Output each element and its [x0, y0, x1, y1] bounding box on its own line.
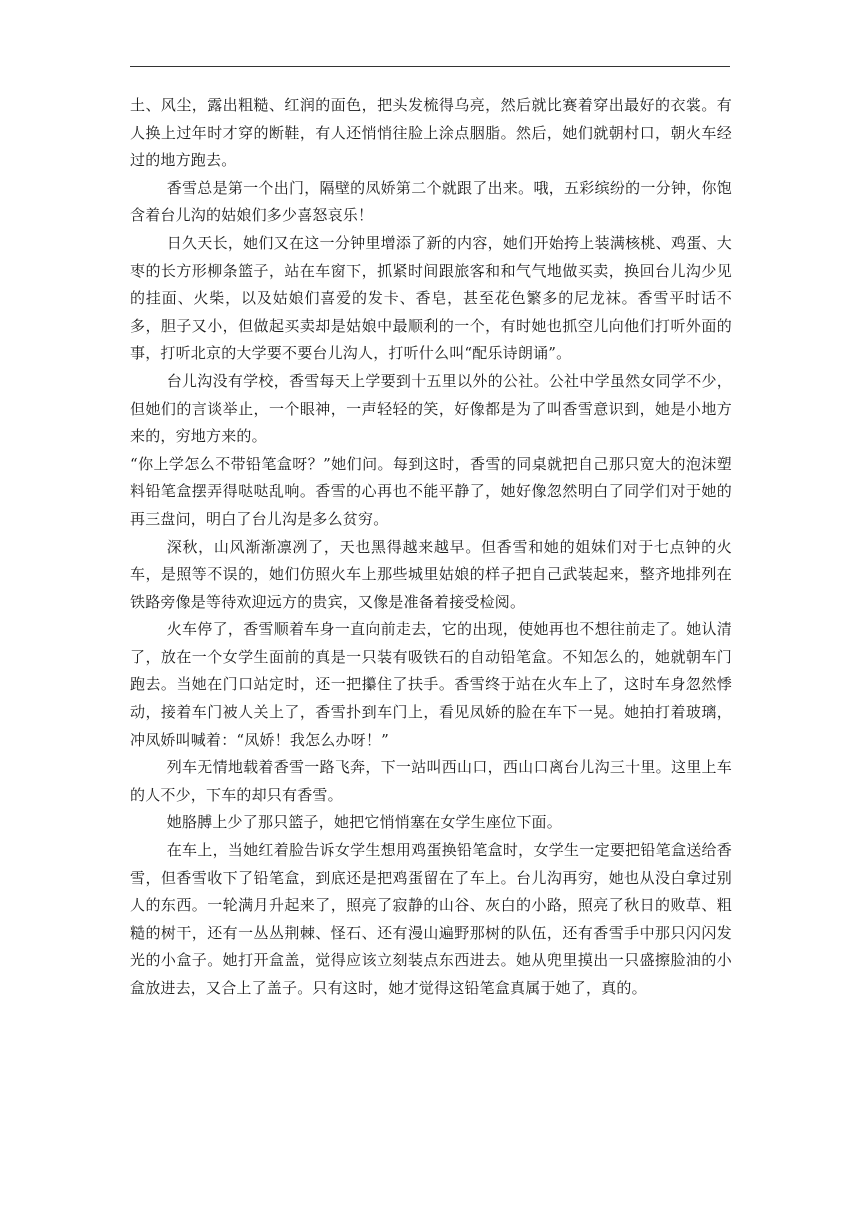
paragraph-1: 土、风尘，露出粗糙、红润的面色，把头发梳得乌亮，然后就比赛着穿出最好的衣裳。有人换上过年时才穿的断鞋，有人还悄悄往脸上涂点胭脂。然后，她们就朝村口，朝火车经过的地方跑去。 [130, 96, 732, 170]
paragraph-10: 在车上，当她红着脸告诉女学生想用鸡蛋换铅笔盒时，女学生一定要把铅笔盒送给香雪，但香雪收下了铅笔盒，到底还是把鸡蛋留在了车上。台儿沟再穷，她也从没白拿过别人的东西。一轮满月升起来了，照亮了寂静的山谷、灰白的小路，照亮了秋日的败草、粗糙的树干，还有一丛丛荆棘、怪石、还有漫山遍野那树的队伍，还有香雪手中那只闪闪发光的小盒子。她打开盒盖，觉得应该立刻装点东西进去。她从兜里摸出一只盛擦脸油的小盒放进去，又合上了盖子。只有这时，她才觉得这铅笔盒真属于她了，真的。 [130, 841, 732, 997]
paragraph-2: 香雪总是第一个出门，隔壁的凤娇第二个就跟了出来。哦，五彩缤纷的一分钟，你饱含着台儿沟的姑娘们多少喜怒哀乐！ [130, 178, 732, 225]
paragraph-8: 列车无情地载着香雪一路飞奔，下一站叫西山口，西山口离台儿沟三十里。这里上车的人不少，下车的却只有香雪。 [130, 758, 732, 804]
paragraph-6: 深秋，山风渐渐凛冽了，天也黑得越来越早。但香雪和她的姐妹们对于七点钟的火车，是照等不误的，她们仿照火车上那些城里姑娘的样子把自己武装起来，整齐地排列在铁路旁像是等待欢迎远方的贵宾，又像是准备着接受检阅。 [130, 537, 732, 611]
document-body [130, 92, 732, 1003]
paragraph-7: 火车停了，香雪顺着车身一直向前走去，它的出现，使她再也不想往前走了。她认清了，放在一个女学生面前的真是一只装有吸铁石的自动铅笔盒。不知怎么的，她就朝车门跑去。当她在门口站定时，还一把攥住了扶手。香雪终于站在火车上了，这时车身忽然悸动，接着车门被人关上了，香雪扑到车门上，看见凤娇的脸在车下一晃。她拍打着玻璃，冲凤娇叫喊着：“凤娇！我怎么办呀！” [130, 620, 732, 749]
paragraph-3: 日久天长，她们又在这一分钟里增添了新的内容，她们开始挎上装满核桃、鸡蛋、大枣的长方形柳条篮子，站在车窗下，抓紧时间跟旅客和和气气地做买卖，换回台儿沟少见的挂面、火柴，以及姑娘们喜爱的发卡、香皂，甚至花色繁多的尼龙袜。香雪平时话不多，胆子又小，但做起买卖却是姑娘中最顺利的一个，有时她也抓空儿向他们打听外面的事，打听北京的大学要不要台儿沟人，打听什么叫“配乐诗朗诵”。 [130, 233, 732, 363]
header-rule [130, 66, 730, 67]
paragraph-5: “你上学怎么不带铅笔盒呀？”她们问。每到这时，香雪的同桌就把自己那只宽大的泡沫塑料铅笔盒摆弄得哒哒乱响。香雪的心再也不能平静了，她好像忽然明白了同学们对于她的再三盘问，明白了台儿沟是多么贫穷。 [130, 454, 732, 528]
paragraph-9: 她胳膊上少了那只篮子，她把它悄悄塞在女学生座位下面。 [166, 813, 562, 832]
paragraph-4: 台儿沟没有学校，香雪每天上学要到十五里以外的公社。公社中学虽然女同学不少，但她们的言谈举止，一个眼神，一声轻轻的笑，好像都是为了叫香雪意识到，她是小地方来的，穷地方来的。 [130, 371, 732, 446]
